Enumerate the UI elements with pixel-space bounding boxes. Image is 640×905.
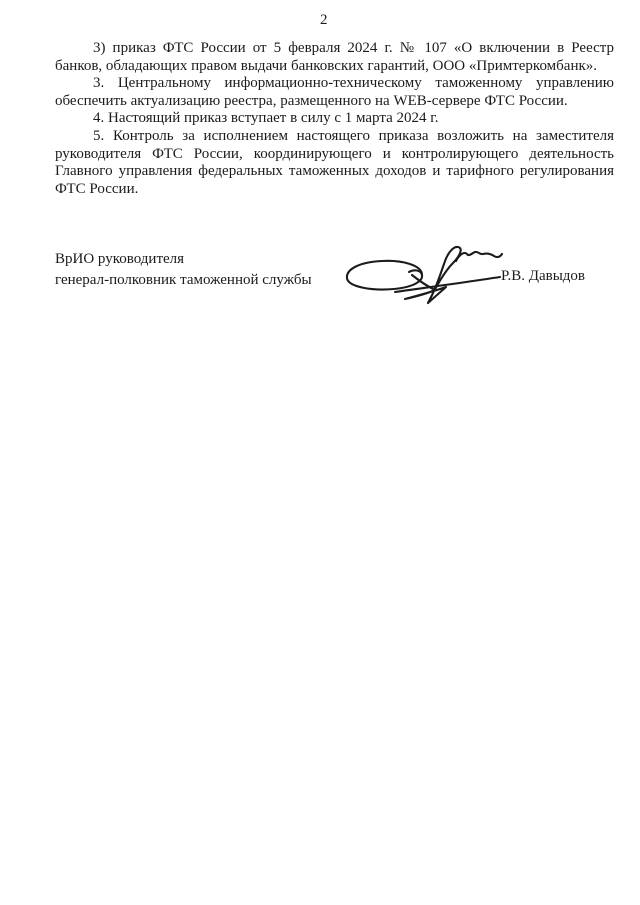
signature-titles — [55, 249, 312, 290]
handwritten-signature-icon — [338, 237, 513, 312]
signer-position-line2: генерал-полковник таможенной службы — [55, 271, 312, 288]
order-paragraph: 3) приказ ФТС России от 5 февраля 2024 г. № 107 «О включении в Реестр банков, обладающих правом выдачи банковских гарантий, ООО «Примтеркомбанк». — [55, 40, 614, 74]
order-paragraph: 5. Контроль за исполнением настоящего приказа возложить на заместителя руководителя ФТС России, координирующего и контролирующего деятельность Главного управления федеральных таможенных доходов и тарифного регулирования ФТС России. — [55, 127, 614, 197]
order-paragraph: 4. Настоящий приказ вступает в силу с 1 марта 2024 г. — [93, 110, 439, 127]
order-body — [55, 40, 614, 198]
page-number: 2 — [320, 12, 328, 28]
signer-name: Р.В. Давыдов — [501, 268, 585, 284]
signer-position-line1: ВрИО руководителя — [55, 251, 185, 267]
order-paragraph: 3. Центральному информационно-техническому таможенному управлению обеспечить актуализацию реестра, размещенного на WEB-сервере ФТС России. — [55, 75, 614, 109]
